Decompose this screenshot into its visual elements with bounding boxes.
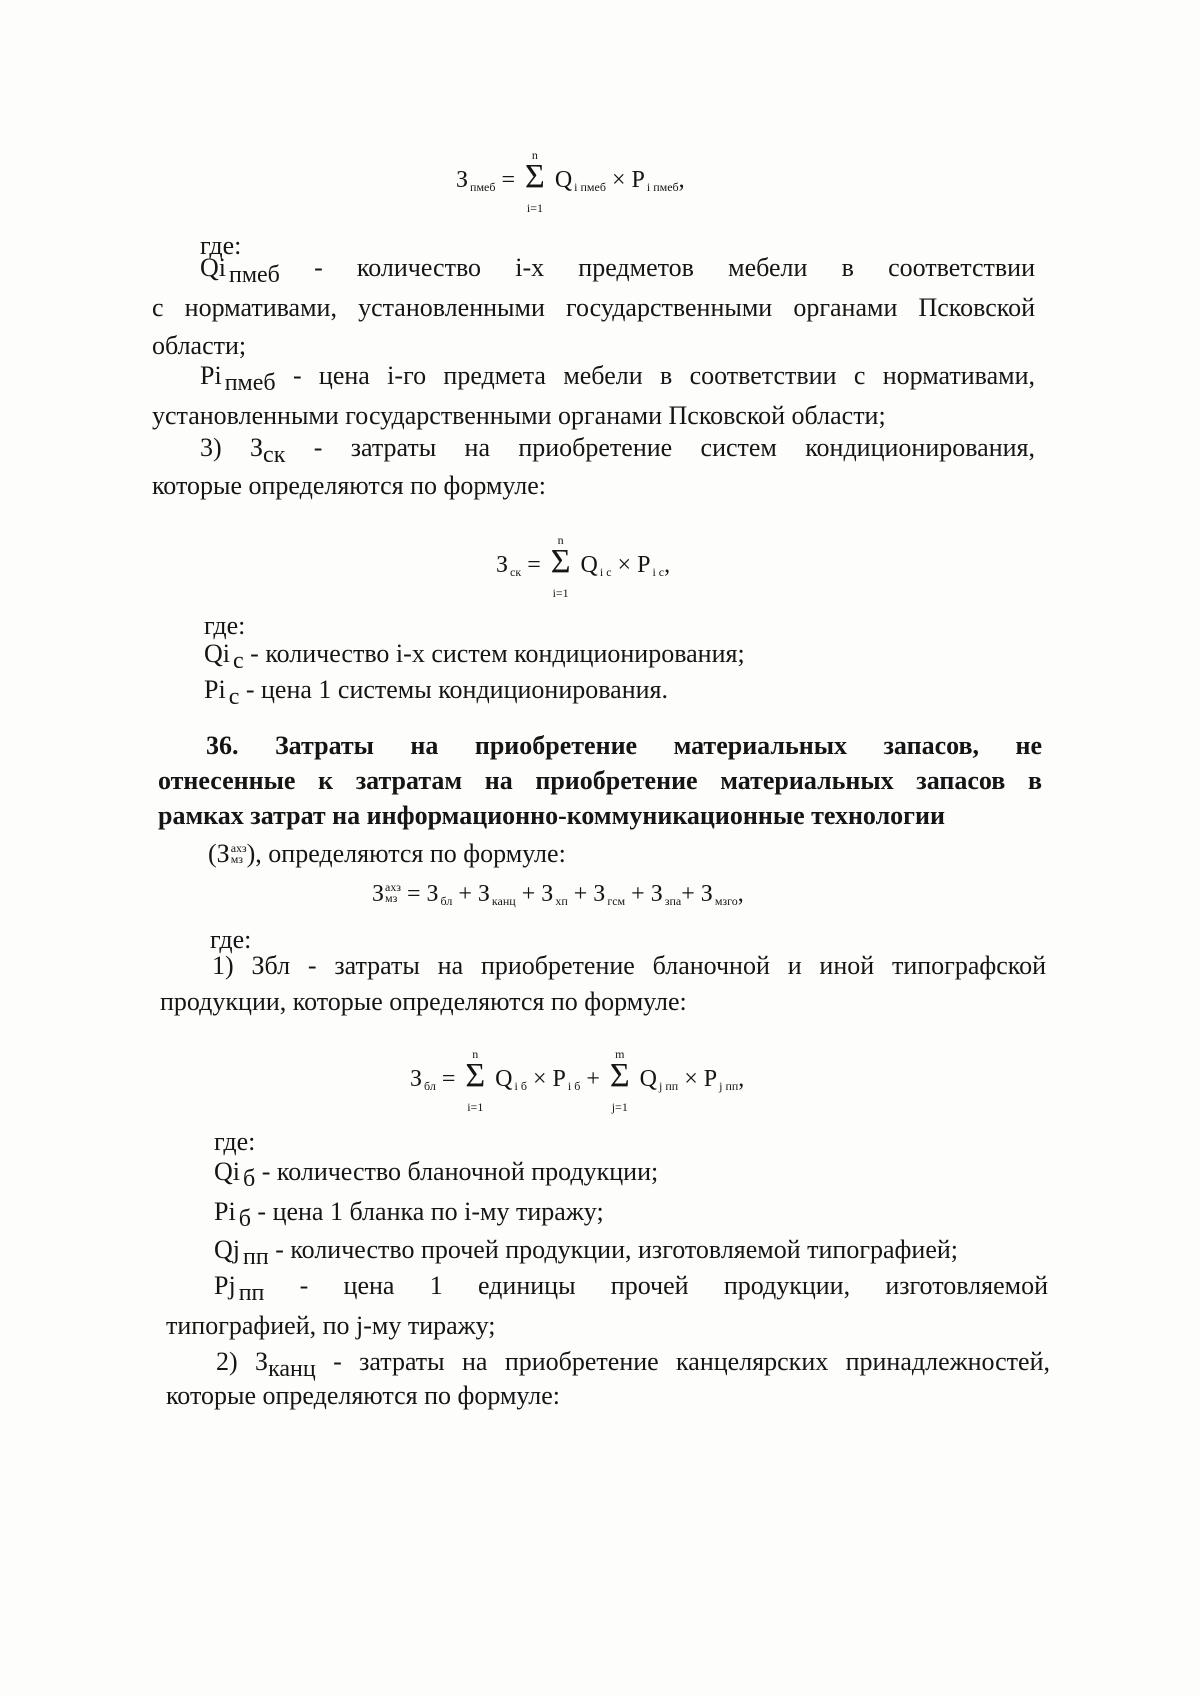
item-1-line2: продукции, которые определяются по формуле: xyxy=(160,987,687,1016)
formula-bl: Збл = n Σ i=1 Q i б × P i б + m Σ j=1 Q j пп × P j пп, xyxy=(410,1047,745,1114)
q-c-definition: Qi с - количество i-х систем кондиционирования; xyxy=(204,639,745,674)
item-1: 1) Збл - затраты на приобретение бланочной и иной типографской xyxy=(212,951,1046,980)
item-2: 2) Зканц - затраты на приобретение канцелярских принадлежностей, xyxy=(216,1347,1051,1382)
formula-pmeb: Зпмеб = n Σ i=1 Q i пмеб × P i пмеб, xyxy=(456,148,685,215)
formula-sk: Зск = n Σ i=1 Q i с × P i с, xyxy=(496,533,671,600)
where-label: где: xyxy=(214,1127,256,1156)
q-b-definition: Qi б - количество бланочной продукции; xyxy=(214,1157,659,1192)
section-36-line2: отнесенные к затратам на приобретение материальных запасов в xyxy=(158,766,1042,795)
sum-symbol: n Σ i=1 xyxy=(465,1047,486,1114)
where-label: где: xyxy=(200,231,242,260)
p-b-definition: Pi б - цена 1 бланка по i-му тиражу; xyxy=(214,1197,604,1232)
section-36-heading: 36. Затраты на приобретение материальных запасов, не xyxy=(206,731,1042,760)
p-pmeb-line2: установленными государственными органами Псковской области; xyxy=(152,401,886,430)
p-c-definition: Pi с - цена 1 системы кондиционирования. xyxy=(204,675,669,710)
item-3-line2: которые определяются по формуле: xyxy=(152,471,546,500)
where-label: где: xyxy=(204,611,246,640)
sum-symbol: n Σ i=1 xyxy=(525,148,545,215)
formula-mz: З ахз мз = З бл + З канц + З хп + З гсм + З зпа+ З мзго, xyxy=(372,880,744,908)
q-pmeb-definition: Qi пмеб - количество i-х предметов мебели в соответствии xyxy=(200,253,1035,288)
p-pp-definition: Pj пп - цена 1 единицы прочей продукции, изготовляемой xyxy=(214,1271,1049,1306)
q-pmeb-line2: с нормативами, установленными государственными органами Псковской xyxy=(152,293,1035,322)
p-pp-line2: типографией, по j-му тиражу; xyxy=(166,1311,496,1340)
section-36-line4: (З ахз мз ), определяются по формуле: xyxy=(208,839,566,868)
section-36-line3: рамках затрат на информационно-коммуникационные технологии xyxy=(158,801,945,830)
q-pmeb-line3: области; xyxy=(152,331,247,360)
item-3: 3) Зск - затраты на приобретение систем кондиционирования, xyxy=(200,433,1036,468)
p-pmeb-definition: Pi пмеб - цена i-го предмета мебели в соответствии с нормативами, xyxy=(200,361,1035,396)
item-2-line2: которые определяются по формуле: xyxy=(166,1381,560,1410)
where-label: где: xyxy=(210,925,252,954)
sum-symbol: m Σ j=1 xyxy=(609,1047,630,1114)
sum-symbol: n Σ i=1 xyxy=(550,533,571,600)
q-pp-definition: Qj пп - количество прочей продукции, изготовляемой типографией; xyxy=(214,1235,958,1270)
